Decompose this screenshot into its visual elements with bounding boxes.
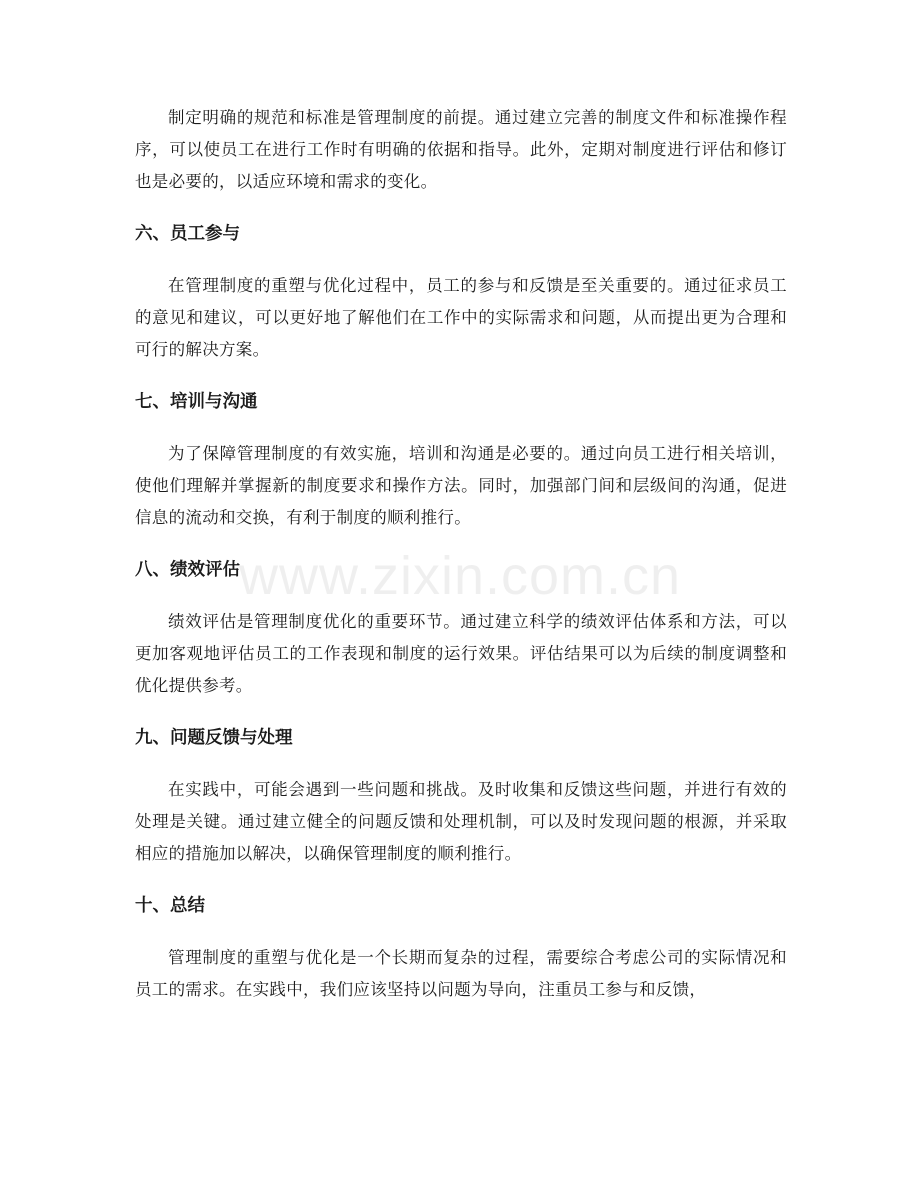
watermark: www.zixin.com.cn — [238, 546, 682, 606]
heading-performance-evaluation: 八、绩效评估 — [135, 560, 240, 580]
document-body — [135, 102, 787, 1027]
paragraph-performance-evaluation: 绩效评估是管理制度优化的重要环节。通过建立科学的绩效评估体系和方法，可以更加客观地评估员工的工作表现和制度的运行效果。评估结果可以为后续的制度调整和优化提供参考。 — [135, 612, 787, 695]
paragraph-training-communication: 为了保障管理制度的有效实施，培训和沟通是必要的。通过向员工进行相关培训，使他们理解并掌握新的制度要求和操作方法。同时，加强部门间和层级间的沟通，促进信息的流动和交换，有利于制度的顺利推行。 — [135, 444, 787, 527]
heading-summary: 十、总结 — [135, 896, 205, 916]
heading-training-communication: 七、培训与沟通 — [135, 392, 258, 412]
paragraph-problem-feedback: 在实践中，可能会遇到一些问题和挑战。及时收集和反馈这些问题，并进行有效的处理是关键。通过建立健全的问题反馈和处理机制，可以及时发现问题的根源，并采取相应的措施加以解决，以确保管理制度的顺利推行。 — [135, 780, 787, 863]
heading-problem-feedback: 九、问题反馈与处理 — [135, 728, 293, 748]
paragraph-summary: 管理制度的重塑与优化是一个长期而复杂的过程，需要综合考虑公司的实际情况和员工的需求。在实践中，我们应该坚持以问题为导向，注重员工参与和反馈， — [135, 948, 787, 999]
paragraph-standards: 制定明确的规范和标准是管理制度的前提。通过建立完善的制度文件和标准操作程序，可以使员工在进行工作时有明确的依据和指导。此外，定期对制度进行评估和修订也是必要的，以适应环境和需求的变化。 — [135, 108, 787, 191]
heading-employee-participation: 六、员工参与 — [135, 224, 240, 244]
paragraph-employee-participation: 在管理制度的重塑与优化过程中，员工的参与和反馈是至关重要的。通过征求员工的意见和建议，可以更好地了解他们在工作中的实际需求和问题，从而提出更为合理和可行的解决方案。 — [135, 276, 787, 359]
